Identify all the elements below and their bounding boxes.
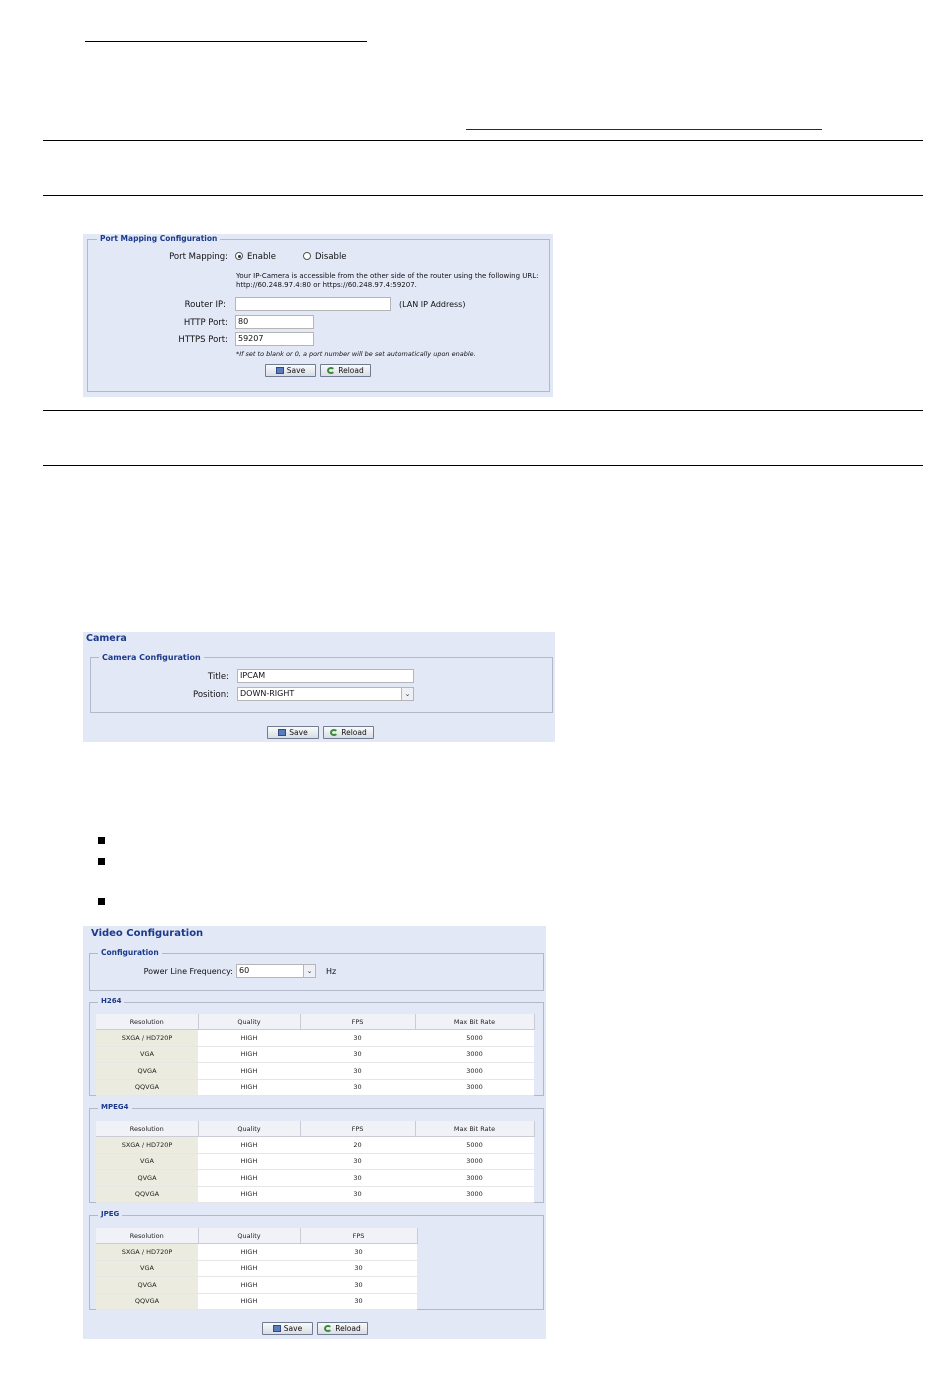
mpeg4-table xyxy=(96,1121,535,1203)
jpeg-legend: JPEG xyxy=(98,1210,122,1218)
h264-legend: H264 xyxy=(98,997,124,1005)
quality-cell: HIGH xyxy=(198,1153,300,1170)
https-port-label: HTTPS Port: xyxy=(178,335,228,345)
bitrate-cell: 3000 xyxy=(415,1153,534,1170)
save-icon xyxy=(276,367,284,374)
http-port-input[interactable]: 80 xyxy=(235,315,314,329)
reload-button[interactable] xyxy=(317,1322,368,1335)
save-button[interactable] xyxy=(265,364,316,377)
bitrate-cell: 3000 xyxy=(415,1079,534,1096)
bitrate-cell: 3000 xyxy=(415,1063,534,1080)
resolution-cell: SXGA / HD720P xyxy=(96,1030,198,1047)
resolution-cell: QQVGA xyxy=(96,1079,198,1096)
column-header: FPS xyxy=(300,1121,415,1137)
fps-cell: 30 xyxy=(300,1030,415,1047)
table-row[interactable] xyxy=(96,1260,417,1277)
power-line-select[interactable] xyxy=(236,964,316,978)
table-row[interactable] xyxy=(96,1046,534,1063)
resolution-cell: QVGA xyxy=(96,1170,198,1187)
resolution-cell: QVGA xyxy=(96,1277,198,1294)
bullet-marker xyxy=(98,837,105,844)
quality-cell: HIGH xyxy=(198,1046,300,1063)
camera-header: Camera xyxy=(86,633,127,644)
fps-cell: 30 xyxy=(300,1260,417,1277)
reload-button[interactable] xyxy=(320,364,371,377)
bitrate-cell: 3000 xyxy=(415,1046,534,1063)
camera-panel xyxy=(83,632,555,742)
quality-cell: HIGH xyxy=(198,1186,300,1203)
column-header: Quality xyxy=(198,1014,300,1030)
save-button[interactable] xyxy=(267,726,319,739)
radio-on-icon[interactable] xyxy=(235,252,243,260)
table-row[interactable] xyxy=(96,1293,417,1310)
quality-cell: HIGH xyxy=(198,1293,300,1310)
disable-radio[interactable] xyxy=(303,252,347,262)
access-info-line1: Your IP-Camera is accessible from the other side of the router using the following URL: xyxy=(236,272,539,280)
bullet-marker xyxy=(98,858,105,865)
camera-fieldset xyxy=(90,657,553,713)
save-button-label: Save xyxy=(283,1324,303,1333)
fps-cell: 30 xyxy=(300,1079,415,1096)
reload-button-label: Reload xyxy=(338,366,364,375)
column-header: Quality xyxy=(198,1121,300,1137)
table-row[interactable] xyxy=(96,1063,534,1080)
column-header: Max Bit Rate xyxy=(415,1014,534,1030)
jpeg-table xyxy=(96,1228,418,1310)
column-header: FPS xyxy=(300,1228,417,1244)
bitrate-cell: 5000 xyxy=(415,1030,534,1047)
h264-table xyxy=(96,1014,535,1096)
heading-underline xyxy=(85,41,367,42)
port-mapping-label: Port Mapping: xyxy=(169,252,228,262)
quality-cell: HIGH xyxy=(198,1244,300,1261)
column-header: Resolution xyxy=(96,1014,198,1030)
save-icon xyxy=(273,1325,281,1332)
camera-title-input[interactable]: IPCAM xyxy=(237,669,414,683)
reload-button[interactable] xyxy=(323,726,374,739)
reload-icon xyxy=(327,367,335,374)
table-row[interactable] xyxy=(96,1079,534,1096)
bullet-marker xyxy=(98,898,105,905)
save-button-label: Save xyxy=(286,366,306,375)
chevron-down-icon[interactable]: ⌄ xyxy=(303,965,315,977)
table-row[interactable] xyxy=(96,1244,417,1261)
quality-cell: HIGH xyxy=(198,1063,300,1080)
disable-label: Disable xyxy=(315,252,347,262)
column-header: Quality xyxy=(198,1228,300,1244)
access-info-line2: http://60.248.97.4:80 or https://60.248.97.4:59207. xyxy=(236,281,417,289)
table-row[interactable] xyxy=(96,1277,417,1294)
resolution-cell: SXGA / HD720P xyxy=(96,1137,198,1154)
fps-cell: 30 xyxy=(300,1153,415,1170)
fps-cell: 30 xyxy=(300,1046,415,1063)
video-header: Video Configuration xyxy=(91,928,204,939)
table-row[interactable] xyxy=(96,1170,534,1187)
radio-off-icon[interactable] xyxy=(303,252,311,260)
https-port-input[interactable]: 59207 xyxy=(235,332,314,346)
quality-cell: HIGH xyxy=(198,1277,300,1294)
router-ip-label: Router IP: xyxy=(184,300,226,310)
resolution-cell: VGA xyxy=(96,1260,198,1277)
camera-title-label: Title: xyxy=(207,672,229,682)
resolution-cell: SXGA / HD720P xyxy=(96,1244,198,1261)
quality-cell: HIGH xyxy=(198,1170,300,1187)
reload-icon xyxy=(330,729,338,736)
http-port-label: HTTP Port: xyxy=(183,318,228,328)
config-legend: Configuration xyxy=(98,948,162,957)
table-row[interactable] xyxy=(96,1137,534,1154)
section-divider xyxy=(43,465,923,466)
fps-cell: 30 xyxy=(300,1244,417,1261)
column-header: FPS xyxy=(300,1014,415,1030)
port-note: *If set to blank or 0, a port number will be set automatically upon enable. xyxy=(236,350,476,358)
camera-position-value: DOWN-RIGHT xyxy=(240,689,295,698)
section-divider xyxy=(43,410,923,411)
fps-cell: 20 xyxy=(300,1137,415,1154)
lan-ip-hint: (LAN IP Address) xyxy=(399,300,466,309)
reload-button-label: Reload xyxy=(341,728,367,737)
chevron-down-icon[interactable]: ⌄ xyxy=(401,688,413,700)
table-row[interactable] xyxy=(96,1030,534,1047)
fps-cell: 30 xyxy=(300,1277,417,1294)
enable-radio[interactable] xyxy=(235,252,276,262)
camera-position-label: Position: xyxy=(193,690,229,700)
power-line-label: Power Line Frequency: xyxy=(143,967,233,976)
quality-cell: HIGH xyxy=(198,1079,300,1096)
save-button[interactable] xyxy=(262,1322,313,1335)
resolution-cell: QVGA xyxy=(96,1063,198,1080)
resolution-cell: QQVGA xyxy=(96,1293,198,1310)
fps-cell: 30 xyxy=(300,1063,415,1080)
mpeg4-legend: MPEG4 xyxy=(98,1103,132,1111)
camera-position-select[interactable] xyxy=(237,687,414,701)
url-link-underline[interactable] xyxy=(466,129,822,130)
quality-cell: HIGH xyxy=(198,1030,300,1047)
port-mapping-panel xyxy=(83,234,553,397)
fps-cell: 30 xyxy=(300,1293,417,1310)
section-divider xyxy=(43,195,923,196)
fps-cell: 30 xyxy=(300,1186,415,1203)
column-header: Resolution xyxy=(96,1228,198,1244)
router-ip-input[interactable] xyxy=(235,297,391,311)
video-panel xyxy=(83,926,546,1339)
fps-cell: 30 xyxy=(300,1170,415,1187)
save-icon xyxy=(278,729,286,736)
quality-cell: HIGH xyxy=(198,1137,300,1154)
column-header: Max Bit Rate xyxy=(415,1121,534,1137)
power-line-unit: Hz xyxy=(326,967,337,976)
port-mapping-legend: Port Mapping Configuration xyxy=(97,234,220,243)
section-divider xyxy=(43,140,923,141)
resolution-cell: VGA xyxy=(96,1046,198,1063)
save-button-label: Save xyxy=(289,728,308,737)
table-row[interactable] xyxy=(96,1186,534,1203)
enable-label: Enable xyxy=(247,252,276,262)
resolution-cell: QQVGA xyxy=(96,1186,198,1203)
table-row[interactable] xyxy=(96,1153,534,1170)
quality-cell: HIGH xyxy=(198,1260,300,1277)
resolution-cell: VGA xyxy=(96,1153,198,1170)
bitrate-cell: 3000 xyxy=(415,1186,534,1203)
camera-legend: Camera Configuration xyxy=(99,653,204,662)
bitrate-cell: 5000 xyxy=(415,1137,534,1154)
bitrate-cell: 3000 xyxy=(415,1170,534,1187)
reload-button-label: Reload xyxy=(335,1324,361,1333)
column-header: Resolution xyxy=(96,1121,198,1137)
reload-icon xyxy=(324,1325,332,1332)
power-line-value: 60 xyxy=(239,966,250,975)
